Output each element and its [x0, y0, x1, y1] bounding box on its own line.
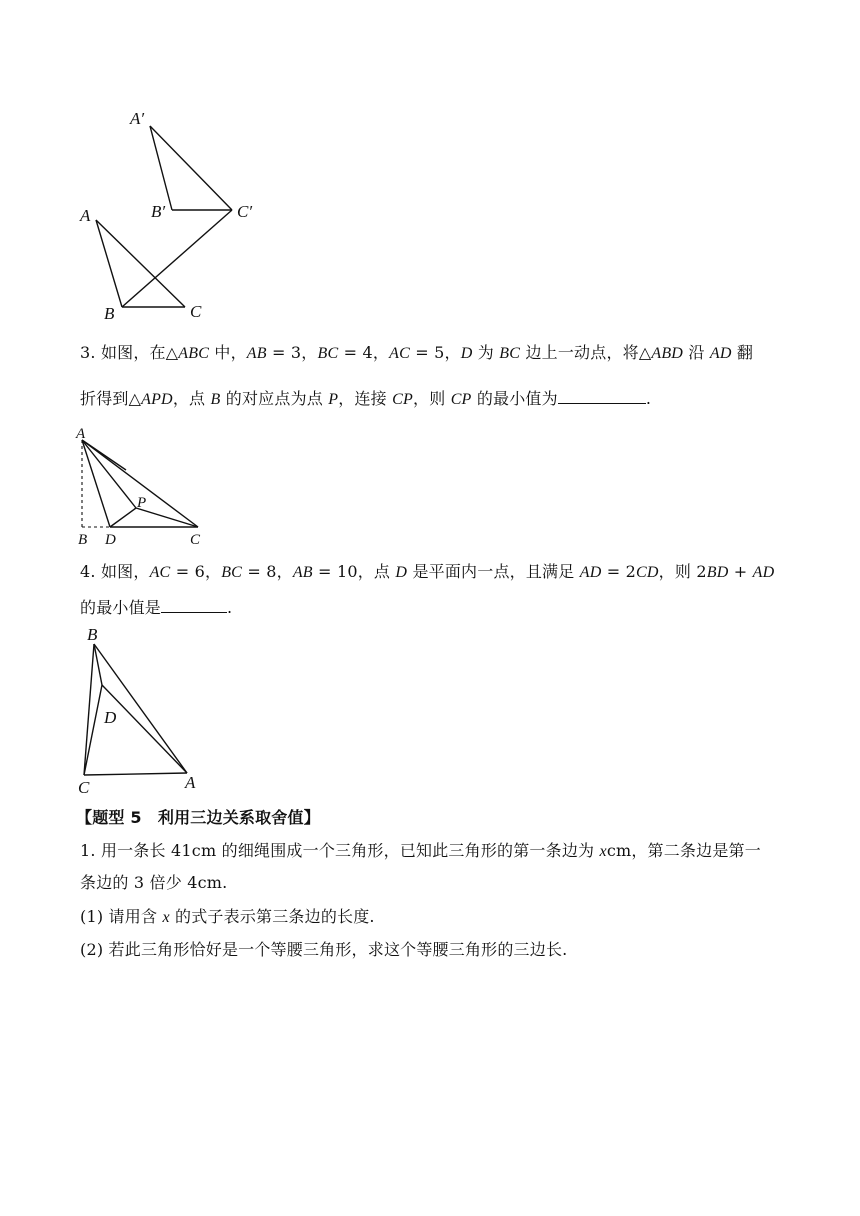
section-heading: 【题型 5 利用三边关系取舍值】	[76, 808, 320, 827]
q3-line1	[80, 341, 753, 366]
q5-text: cm，第二条边是第一	[606, 841, 761, 860]
q3-math: CP	[450, 391, 472, 408]
q4-line2	[80, 594, 232, 620]
label-b: B	[104, 304, 115, 323]
q4-math: CD	[636, 564, 659, 581]
q4-text: 是平面内一点，且满足	[407, 562, 580, 581]
q5-math: x	[599, 843, 607, 860]
q3-label-c: C	[190, 532, 201, 548]
q4-answer-blank[interactable]	[161, 594, 227, 613]
q5-part2: (2) 若此三角形恰好是一个等腰三角形，求这个等腰三角形的三边长.	[80, 940, 568, 959]
q3-math: ABD	[651, 345, 684, 362]
q3-text: 的对应点为点	[220, 389, 329, 408]
q3-text: 的最小值为	[471, 389, 558, 408]
q3-label-d: D	[105, 532, 116, 548]
q4-label-b: B	[87, 625, 98, 644]
q4-math: AB	[292, 564, 313, 581]
q3-text: 翻	[731, 343, 754, 362]
q3-math: BC	[317, 345, 339, 362]
q4-line1	[80, 560, 774, 585]
q3-text: = 4，	[338, 343, 390, 362]
q3-text: ，则	[413, 389, 451, 408]
q4-math: D	[395, 564, 408, 581]
q3-label-p: P	[137, 495, 147, 511]
q4-math: AC	[149, 564, 171, 581]
q3-math: P	[328, 391, 339, 408]
q5-math: x	[162, 909, 170, 926]
q3-math: CP	[392, 391, 413, 408]
q3-text: = 5，	[409, 343, 461, 362]
q3-text: 为	[472, 343, 500, 362]
q3-line2	[80, 385, 651, 412]
q4-math: BD	[706, 564, 729, 581]
q4-math: BC	[221, 564, 243, 581]
label-c: C	[190, 302, 202, 321]
q3-text: 边上一动点，将△	[520, 343, 652, 362]
q4-math: AD	[752, 564, 775, 581]
q5-line1	[80, 839, 761, 864]
q3-math: AC	[389, 345, 410, 362]
q3-math: AB	[246, 345, 267, 362]
q3-text: ，点	[172, 389, 211, 408]
q4-text: = 2	[601, 562, 637, 581]
label-a: A	[80, 206, 91, 225]
q3-label-b: B	[78, 532, 88, 548]
q3-math: D	[460, 345, 473, 362]
q3-label-a: A	[76, 426, 86, 442]
q5-text: (1) 请用含	[80, 907, 163, 926]
q4-text: = 10，点	[312, 562, 396, 581]
q3-text: 沿	[683, 343, 710, 362]
q5-text: 的式子表示第三条边的长度.	[169, 907, 375, 926]
q3-text: 中，	[209, 343, 247, 362]
q4-label-c: C	[78, 778, 90, 797]
q5-text: 1. 用一条长 41cm 的细绳围成一个三角形，已知此三角形的第一条边为	[80, 841, 600, 860]
q4-text: = 8，	[242, 562, 293, 581]
q3-answer-blank[interactable]	[558, 385, 646, 404]
q3-math: AD	[709, 345, 732, 362]
q3-text: ，连接	[338, 389, 393, 408]
q4-text: 的最小值是	[80, 598, 162, 617]
label-c-prime: C′	[237, 202, 253, 221]
q3-math: ABC	[178, 345, 210, 362]
q5-line2: 条边的 3 倍少 4cm.	[80, 873, 228, 892]
q4-label-d: D	[104, 708, 117, 727]
label-a-prime: A′	[130, 109, 145, 128]
q3-text: 折得到△	[80, 389, 142, 408]
q5-part1	[80, 905, 375, 930]
q3-math: BC	[499, 345, 521, 362]
q4-text: +	[728, 562, 753, 581]
q4-text: .	[227, 598, 233, 617]
q4-label-a: A	[185, 773, 196, 792]
q3-math: APD	[141, 391, 173, 408]
q3-text: 3. 如图，在△	[80, 343, 179, 362]
q3-text: = 3，	[266, 343, 318, 362]
q3-math: B	[210, 391, 221, 408]
q4-math: AD	[579, 564, 602, 581]
q4-text: = 6，	[170, 562, 222, 581]
figure-two-triangles	[70, 100, 280, 330]
q3-text: .	[645, 389, 652, 408]
q4-text: 4. 如图，	[80, 562, 150, 581]
figure-q4-triangle	[72, 622, 212, 797]
label-b-prime: B′	[151, 202, 166, 221]
figure-q3-fold	[70, 420, 220, 550]
q4-text: ，则 2	[658, 562, 707, 581]
